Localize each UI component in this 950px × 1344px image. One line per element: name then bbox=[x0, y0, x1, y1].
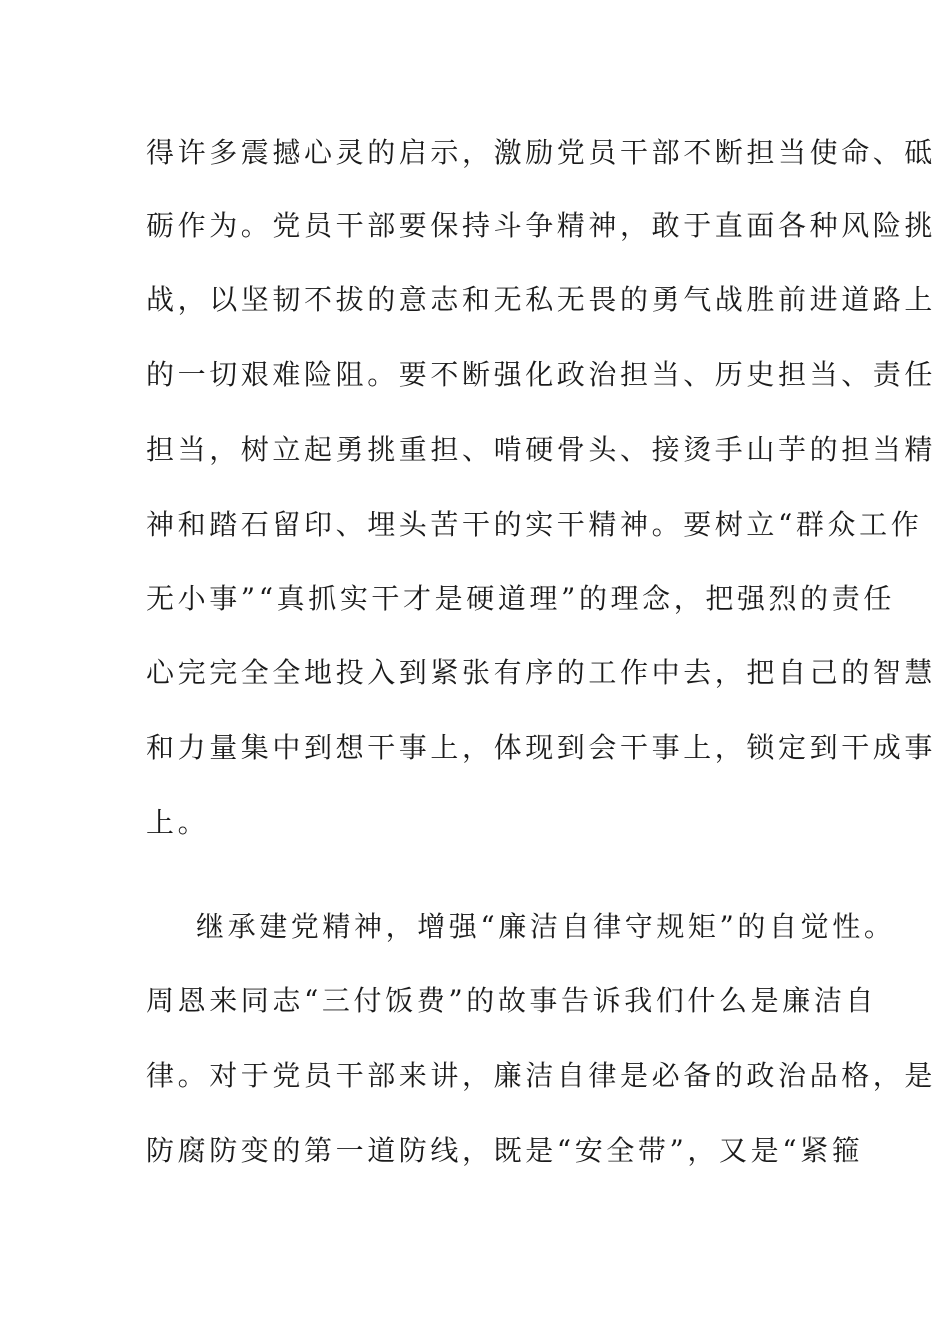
paragraph-1-line-3: 战，以坚韧不拔的意志和无私无畏的勇气战胜前进道路上 bbox=[146, 283, 937, 316]
paragraph-1-line-5: 担当，树立起勇挑重担、啃硬骨头、接烫手山芋的担当精 bbox=[146, 433, 937, 466]
paragraph-2-line-1: 继承建党精神，增强“廉洁自律守规矩”的自觉性。 bbox=[196, 910, 896, 943]
paragraph-1-line-7: 无小事”“真抓实干才是硬道理”的理念，把强烈的责任 bbox=[146, 582, 895, 615]
paragraph-1-line-9: 和力量集中到想干事上，体现到会干事上，锁定到干成事 bbox=[146, 731, 937, 764]
paragraph-1-line-1: 得许多震撼心灵的启示，激励党员干部不断担当使命、砥 bbox=[146, 136, 937, 169]
paragraph-1-line-6: 神和踏石留印、埋头苦干的实干精神。要树立“群众工作 bbox=[146, 508, 923, 541]
paragraph-1-line-10: 上。 bbox=[146, 806, 210, 839]
paragraph-1-line-2: 砺作为。党员干部要保持斗争精神，敢于直面各种风险挑 bbox=[146, 209, 937, 242]
paragraph-2-line-4: 防腐防变的第一道防线，既是“安全带”，又是“紧箍 bbox=[146, 1134, 864, 1167]
paragraph-2-line-3: 律。对于党员干部来讲，廉洁自律是必备的政治品格，是 bbox=[146, 1059, 937, 1092]
paragraph-1-line-4: 的一切艰难险阻。要不断强化政治担当、历史担当、责任 bbox=[146, 358, 937, 391]
paragraph-2-line-2: 周恩来同志“三付饭费”的故事告诉我们什么是廉洁自 bbox=[146, 984, 878, 1017]
paragraph-1-line-8: 心完完全全地投入到紧张有序的工作中去，把自己的智慧 bbox=[146, 656, 937, 689]
